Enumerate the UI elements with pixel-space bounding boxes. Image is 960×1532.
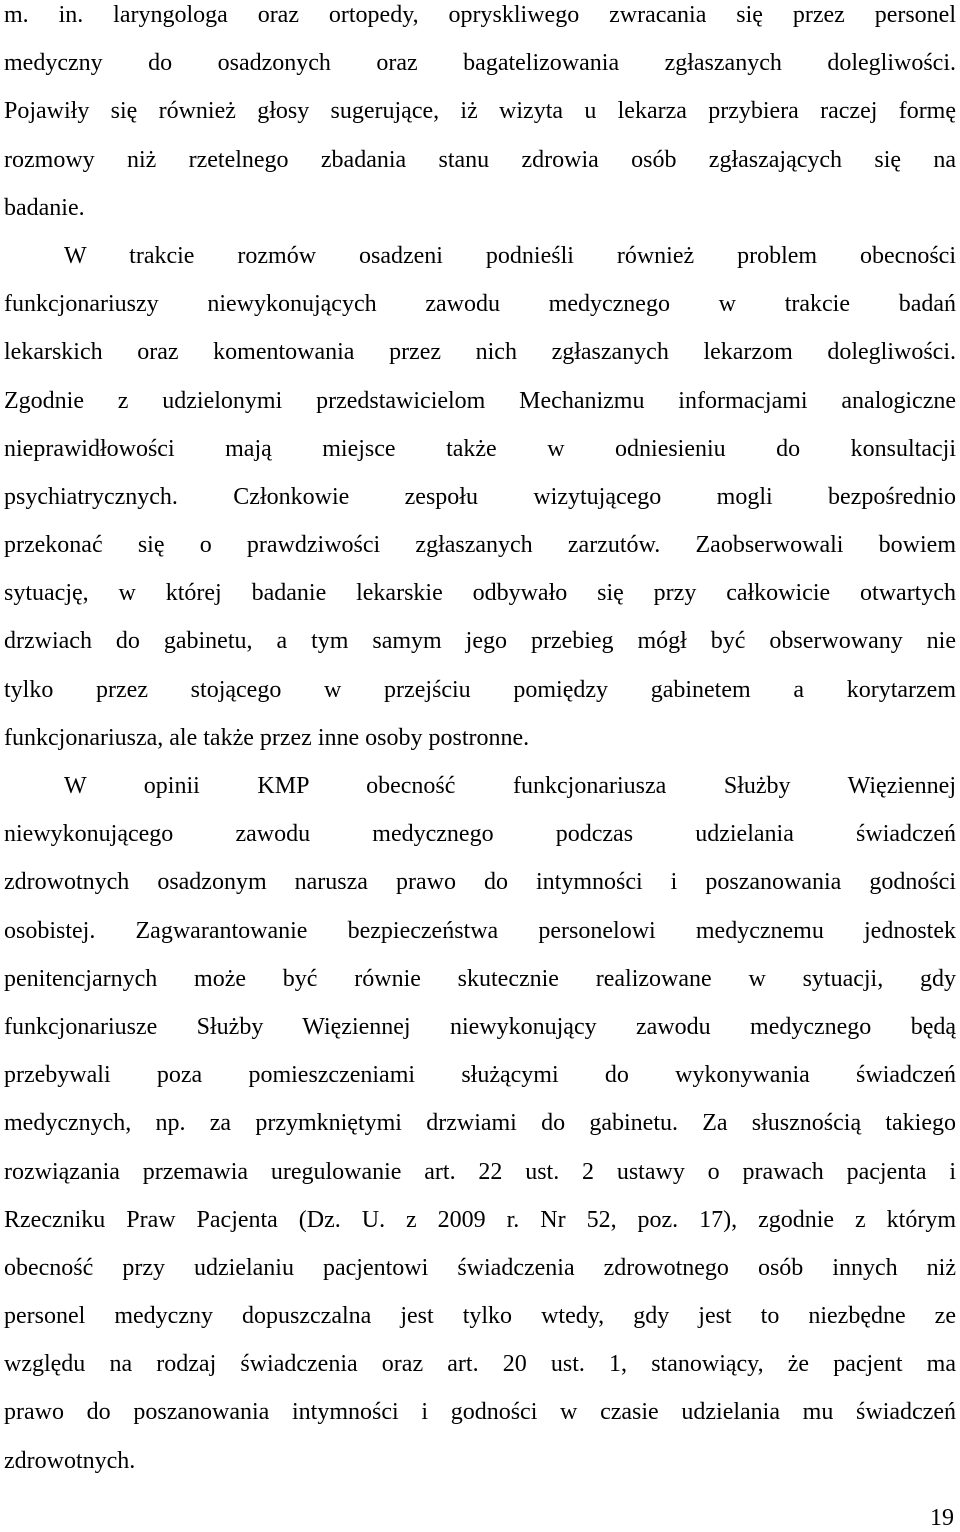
text-line: psychiatrycznych. Członkowie zespołu wizytującego mogli bezpośrednio (4, 483, 956, 510)
text-line: rozmowy niż rzetelnego zbadania stanu zdrowia osób zgłaszających się na (4, 146, 956, 173)
text-line: osobistej. Zagwarantowanie bezpieczeństwa personelowi medycznemu jednostek (4, 917, 956, 944)
text-line: Rzeczniku Praw Pacjenta (Dz. U. z 2009 r. Nr 52, poz. 17), zgodnie z którym (4, 1206, 956, 1233)
paragraph-1 (4, 0, 956, 232)
text-line: m. in. laryngologa oraz ortopedy, opryskliwego zwracania się przez personel (4, 2, 956, 28)
text-line: obecność przy udzielaniu pacjentowi świadczenia zdrowotnego osób innych niż (4, 1254, 956, 1281)
text-line: przekonać się o prawdziwości zgłaszanych zarzutów. Zaobserwowali bowiem (4, 532, 956, 559)
text-line: względu na rodzaj świadczenia oraz art. 20 ust. 1, stanowiący, że pacjent ma (4, 1351, 956, 1378)
text-line: rozwiązania przemawia uregulowanie art. 22 ust. 2 ustawy o prawach pacjenta i (4, 1158, 956, 1185)
document-page (4, 0, 956, 1485)
text-line: funkcjonariusze Służby Więziennej niewykonujący zawodu medycznego będą (4, 1013, 956, 1040)
text-line: prawo do poszanowania intymności i godności w czasie udzielania mu świadczeń (4, 1399, 956, 1426)
text-line: niewykonującego zawodu medycznego podczas udzielania świadczeń (4, 821, 956, 848)
text-line: W opinii KMP obecność funkcjonariusza Służby Więziennej (64, 773, 956, 799)
paragraph-3 (4, 762, 956, 1485)
text-line: funkcjonariuszy niewykonujących zawodu medycznego w trakcie badań (4, 291, 956, 318)
text-line: penitencjarnych może być równie skutecznie realizowane w sytuacji, gdy (4, 965, 956, 992)
text-line: nieprawidłowości mają miejsce także w odniesieniu do konsultacji (4, 435, 956, 462)
paragraph-2 (4, 232, 956, 762)
text-line: zdrowotnych osadzonym narusza prawo do intymności i poszanowania godności (4, 869, 956, 896)
page-number: 19 (930, 1505, 954, 1531)
text-line: zdrowotnych. (4, 1447, 136, 1474)
text-line: funkcjonariusza, ale także przez inne osoby postronne. (4, 724, 530, 751)
text-line: Pojawiły się również głosy sugerujące, iż wizyta u lekarza przybiera raczej formę (4, 98, 956, 125)
text-line: badanie. (4, 194, 85, 221)
text-line: drzwiach do gabinetu, a tym samym jego przebieg mógł być obserwowany nie (4, 628, 956, 655)
text-line: W trakcie rozmów osadzeni podnieśli również problem obecności (64, 242, 956, 269)
text-line: tylko przez stojącego w przejściu pomiędzy gabinetem a korytarzem (4, 676, 956, 703)
text-line: lekarskich oraz komentowania przez nich zgłaszanych lekarzom dolegliwości. (4, 339, 956, 366)
text-line: sytuację, w której badanie lekarskie odbywało się przy całkowicie otwartych (4, 580, 956, 607)
text-line: Zgodnie z udzielonymi przedstawicielom Mechanizmu informacjami analogiczne (4, 387, 956, 414)
text-line: medyczny do osadzonych oraz bagatelizowania zgłaszanych dolegliwości. (4, 50, 956, 77)
text-line: personel medyczny dopuszczalna jest tylko wtedy, gdy jest to niezbędne ze (4, 1303, 956, 1330)
text-line: przebywali poza pomieszczeniami służącymi do wykonywania świadczeń (4, 1062, 956, 1089)
text-line: medycznych, np. za przymkniętymi drzwiami do gabinetu. Za słusznością takiego (4, 1110, 956, 1137)
